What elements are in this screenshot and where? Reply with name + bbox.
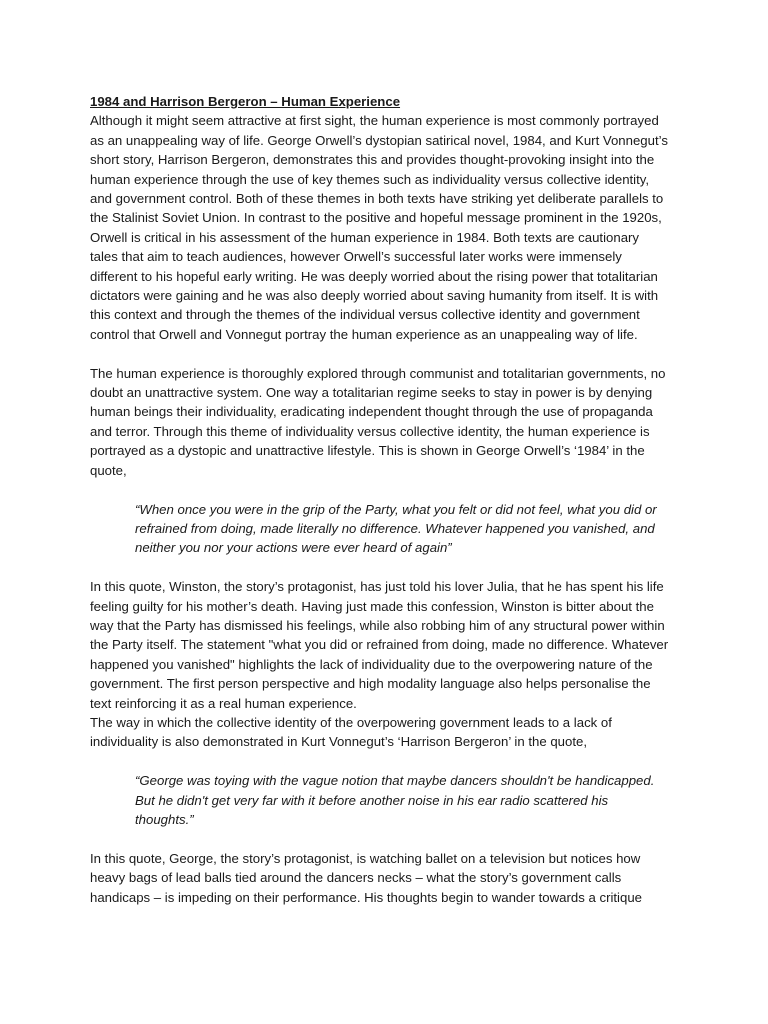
paragraph-spacer (90, 558, 670, 577)
paragraph-spacer (90, 480, 670, 499)
block-quote-1984: “When once you were in the grip of the Party, what you felt or did not feel, what you did or refrained from doing, made literally no difference. Whatever happened you vanished, and neither you nor your actions were ever heard of again” (135, 501, 657, 556)
block-quote-harrison-bergeron: “George was toying with the vague notion that maybe dancers shouldn't be handicapped. But he didn't get very far with it before another noise in his ear radio scattered his thoughts.” (135, 773, 655, 827)
paragraph-spacer (90, 344, 670, 363)
document-page (90, 92, 670, 907)
body-paragraph-2: In this quote, Winston, the story’s protagonist, has just told his lover Julia, that he has spent his life feeling guilty for his mother’s death. Having just made this confession, Winston is bitter about the way that the Party has dismissed his feelings, while also robbing him of any structural power within the Party itself. The statement "what you did or refrained from doing, made no difference. Whatever happened you vanished" highlights the lack of individuality due to the overpowering nature of the government. The first person perspective and high modality language also helps personalise the text reinforcing it as a real human experience. (90, 579, 669, 711)
body-paragraph-3: The way in which the collective identity of the overpowering government leads to a lack of individuality is also demonstrated in Kurt Vonnegut’s ‘Harrison Bergeron’ in the quote, (90, 714, 612, 750)
body-paragraph-4: In this quote, George, the story’s protagonist, is watching ballet on a television but notices how heavy bags of lead balls tied around the dancers necks – what the story’s government calls handicaps – is impeding on their performance. His thoughts begin to wander towards a critique (90, 850, 642, 905)
paragraph-spacer (90, 752, 670, 771)
intro-paragraph: Although it might seem attractive at first sight, the human experience is most commonly portrayed as an unappealing way of life. George Orwell’s dystopian satirical novel, 1984, and Kurt Vonnegut’s short story, Harrison Bergeron, demonstrates this and provides thought-provoking insight into the human experience through the use of key themes such as individuality versus collective identity, and government control. Both of these themes in both texts have striking yet deliberate parallels to the Stalinist Soviet Union. In contrast to the positive and hopeful message prominent in the 1920s, Orwell is critical in his assessment of the human experience in 1984. Both texts are cautionary tales that aim to teach audiences, however Orwell’s successful later works were immensely different to his hopeful early writing. He was deeply worried about the rising power that totalitarian dictators were gaining and he was also deeply worried about saving humanity from itself. It is with this context and through the themes of the individual versus collective identity and government control that Orwell and Vonnegut portray the human experience as an unappealing way of life. (90, 113, 668, 342)
document-title: 1984 and Harrison Bergeron – Human Experience (90, 94, 401, 109)
paragraph-spacer (90, 829, 670, 848)
body-paragraph-1: The human experience is thoroughly explored through communist and totalitarian governments, no doubt an unattractive system. One way a totalitarian regime seeks to stay in power is by denying human beings their individuality, eradicating independent thought through the use of propaganda and terror. Through this theme of individuality versus collective identity, the human experience is portrayed as a dystopic and unattractive lifestyle. This is shown in George Orwell’s ‘1984’ in the quote, (90, 365, 666, 478)
